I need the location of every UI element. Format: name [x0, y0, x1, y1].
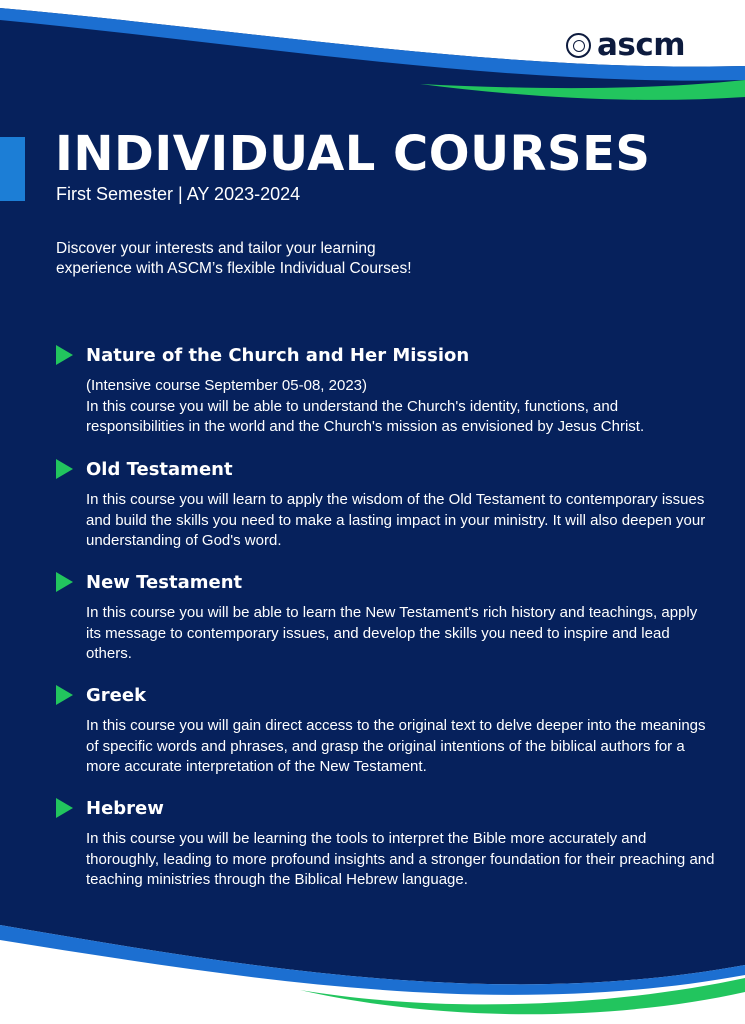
- play-triangle-icon: [56, 345, 73, 365]
- logo-text: ascm: [597, 27, 686, 63]
- page-subtitle: First Semester | AY 2023-2024: [56, 184, 301, 204]
- course-description: In this course you will gain direct access to the original text to delve deeper into the meanings of specific words and phrases, and grasp the original intentions of the biblical authors for a more accurate interpretation of the New Testament.: [86, 717, 706, 775]
- intro-line-2: experience with ASCM’s flexible Individual Courses!: [56, 260, 412, 277]
- course-old-testament: [56, 456, 716, 552]
- play-triangle-icon: [56, 685, 73, 705]
- course-new-testament: [56, 569, 716, 665]
- intro-line-1: Discover your interests and tailor your learning: [56, 240, 376, 257]
- play-triangle-icon: [56, 459, 73, 479]
- course-note: (Intensive course September 05-08, 2023): [86, 377, 367, 394]
- seal-icon: [566, 33, 591, 58]
- course-title: New Testament: [86, 571, 243, 593]
- course-nature-of-the-church: [56, 342, 716, 438]
- course-description: In this course you will be able to learn the New Testament's rich history and teachings, apply its message to contemporary issues, and develop the skills you need to inspire and lead others.: [86, 604, 698, 662]
- play-triangle-icon: [56, 798, 73, 818]
- title-accent-bar: [0, 137, 25, 201]
- course-title: Greek: [86, 684, 147, 706]
- course-title: Hebrew: [86, 797, 164, 819]
- page-title: INDIVIDUAL COURSES: [55, 126, 651, 182]
- ascm-logo: [566, 27, 686, 63]
- course-description: In this course you will learn to apply the wisdom of the Old Testament to contemporary issues and build the skills you need to make a lasting impact in your ministry. It will also deepen your understanding of God's word.: [86, 491, 706, 549]
- play-triangle-icon: [56, 572, 73, 592]
- course-description: In this course you will be able to understand the Church's identity, functions, and responsibilities in the world and the Church's mission as envisioned by Jesus Christ.: [86, 397, 645, 435]
- course-title: Nature of the Church and Her Mission: [86, 344, 470, 366]
- course-description: In this course you will be learning the tools to interpret the Bible more accurately and thoroughly, leading to more profound insights and a stronger foundation for their preaching and teaching ministries through the Biblical Hebrew language.: [86, 830, 715, 888]
- course-greek: [56, 682, 716, 778]
- intro-text: [56, 239, 476, 279]
- course-hebrew: [56, 795, 716, 891]
- course-title: Old Testament: [86, 458, 233, 480]
